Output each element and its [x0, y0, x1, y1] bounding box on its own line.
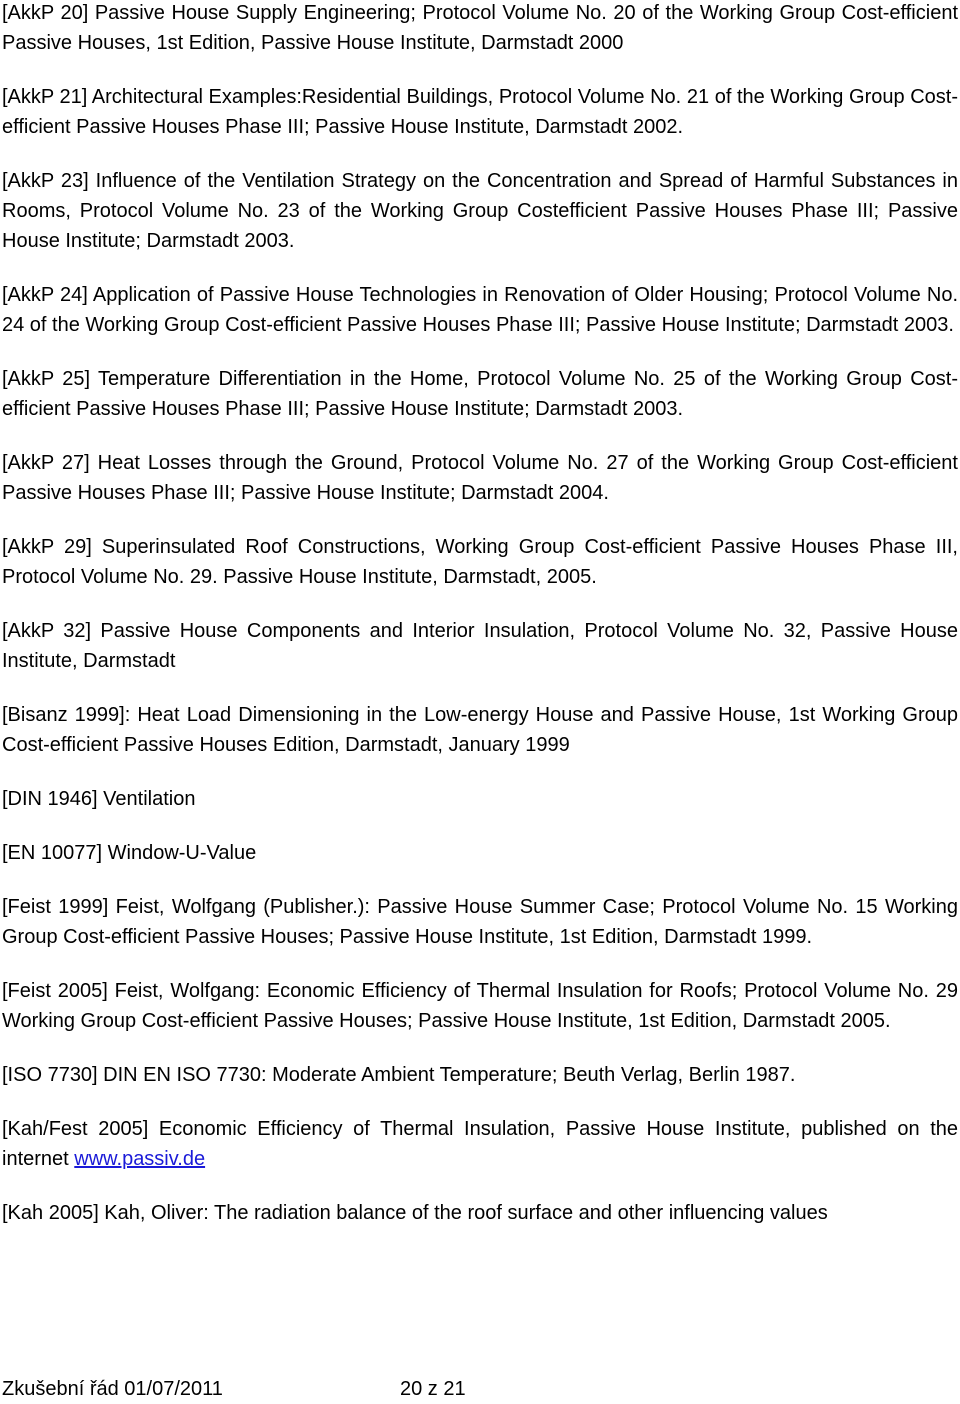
reference-list: [2, 0, 958, 1252]
reference-kah-2005: [Kah 2005] Kah, Oliver: The radiation balance of the roof surface and other influencing values: [2, 1202, 828, 1224]
reference-akkp-29: [AkkP 29] Superinsulated Roof Constructions, Working Group Cost-efficient Passive Houses Phase III, Protocol Volume No. 29. Passive House Institute, Darmstadt, 2005.: [2, 536, 958, 588]
page-footer: [2, 1374, 466, 1404]
reference-akkp-32: [AkkP 32] Passive House Components and Interior Insulation, Protocol Volume No. 32, Passive House Institute, Darmstadt: [2, 620, 958, 672]
reference-akkp-24: [AkkP 24] Application of Passive House Technologies in Renovation of Older Housing; Protocol Volume No. 24 of the Working Group Cost-efficient Passive Houses Phase III; Passive House Institute; Darmstadt 2003.: [2, 284, 958, 336]
reference-din-1946: [DIN 1946] Ventilation: [2, 788, 196, 810]
reference-akkp-27: [AkkP 27] Heat Losses through the Ground, Protocol Volume No. 27 of the Working Group Cost-efficient Passive Houses Phase III; Passive House Institute; Darmstadt 2004.: [2, 452, 958, 504]
footer-page-number: 20 z 21: [400, 1378, 466, 1400]
reference-iso-7730: [ISO 7730] DIN EN ISO 7730: Moderate Ambient Temperature; Beuth Verlag, Berlin 1987.: [2, 1064, 796, 1086]
reference-akkp-21: [AkkP 21] Architectural Examples:Residential Buildings, Protocol Volume No. 21 of the Working Group Cost-efficient Passive Houses Phase III; Passive House Institute, Darmstadt 2002.: [2, 86, 958, 138]
reference-feist-1999: [Feist 1999] Feist, Wolfgang (Publisher.): Passive House Summer Case; Protocol Volume No. 15 Working Group Cost-efficient Passive Houses; Passive House Institute, 1st Edition, Darmstadt 1999.: [2, 896, 958, 948]
footer-document-label: Zkušební řád 01/07/2011: [2, 1378, 223, 1400]
reference-akkp-25: [AkkP 25] Temperature Differentiation in the Home, Protocol Volume No. 25 of the Working Group Cost-efficient Passive Houses Phase III; Passive House Institute; Darmstadt 2003.: [2, 368, 958, 420]
reference-kah-fest-2005: [2, 1114, 958, 1174]
reference-akkp-23: [AkkP 23] Influence of the Ventilation Strategy on the Concentration and Spread of Harmful Substances in Rooms, Protocol Volume No. 23 of the Working Group Costefficient Passive Houses Phase III; Passive House Institute; Darmstadt 2003.: [2, 170, 958, 252]
reference-bisanz-1999: [Bisanz 1999]: Heat Load Dimensioning in the Low-energy House and Passive House, 1st Working Group Cost-efficient Passive Houses Edition, Darmstadt, January 1999: [2, 704, 958, 756]
reference-feist-2005: [Feist 2005] Feist, Wolfgang: Economic Efficiency of Thermal Insulation for Roofs; Protocol Volume No. 29 Working Group Cost-efficient Passive Houses; Passive House Institute, 1st Edition, Darmstadt 2005.: [2, 980, 958, 1032]
reference-akkp-20: [AkkP 20] Passive House Supply Engineering; Protocol Volume No. 20 of the Working Group Cost-efficient Passive Houses, 1st Edition, Passive House Institute, Darmstadt 2000: [2, 2, 958, 54]
passiv-de-link[interactable]: www.passiv.de: [74, 1148, 206, 1170]
reference-en-10077: [EN 10077] Window-U-Value: [2, 842, 257, 864]
reference-kah-fest-text: [Kah/Fest 2005] Economic Efficiency of Thermal Insulation, Passive House Institute, published on the internet: [2, 1118, 958, 1170]
